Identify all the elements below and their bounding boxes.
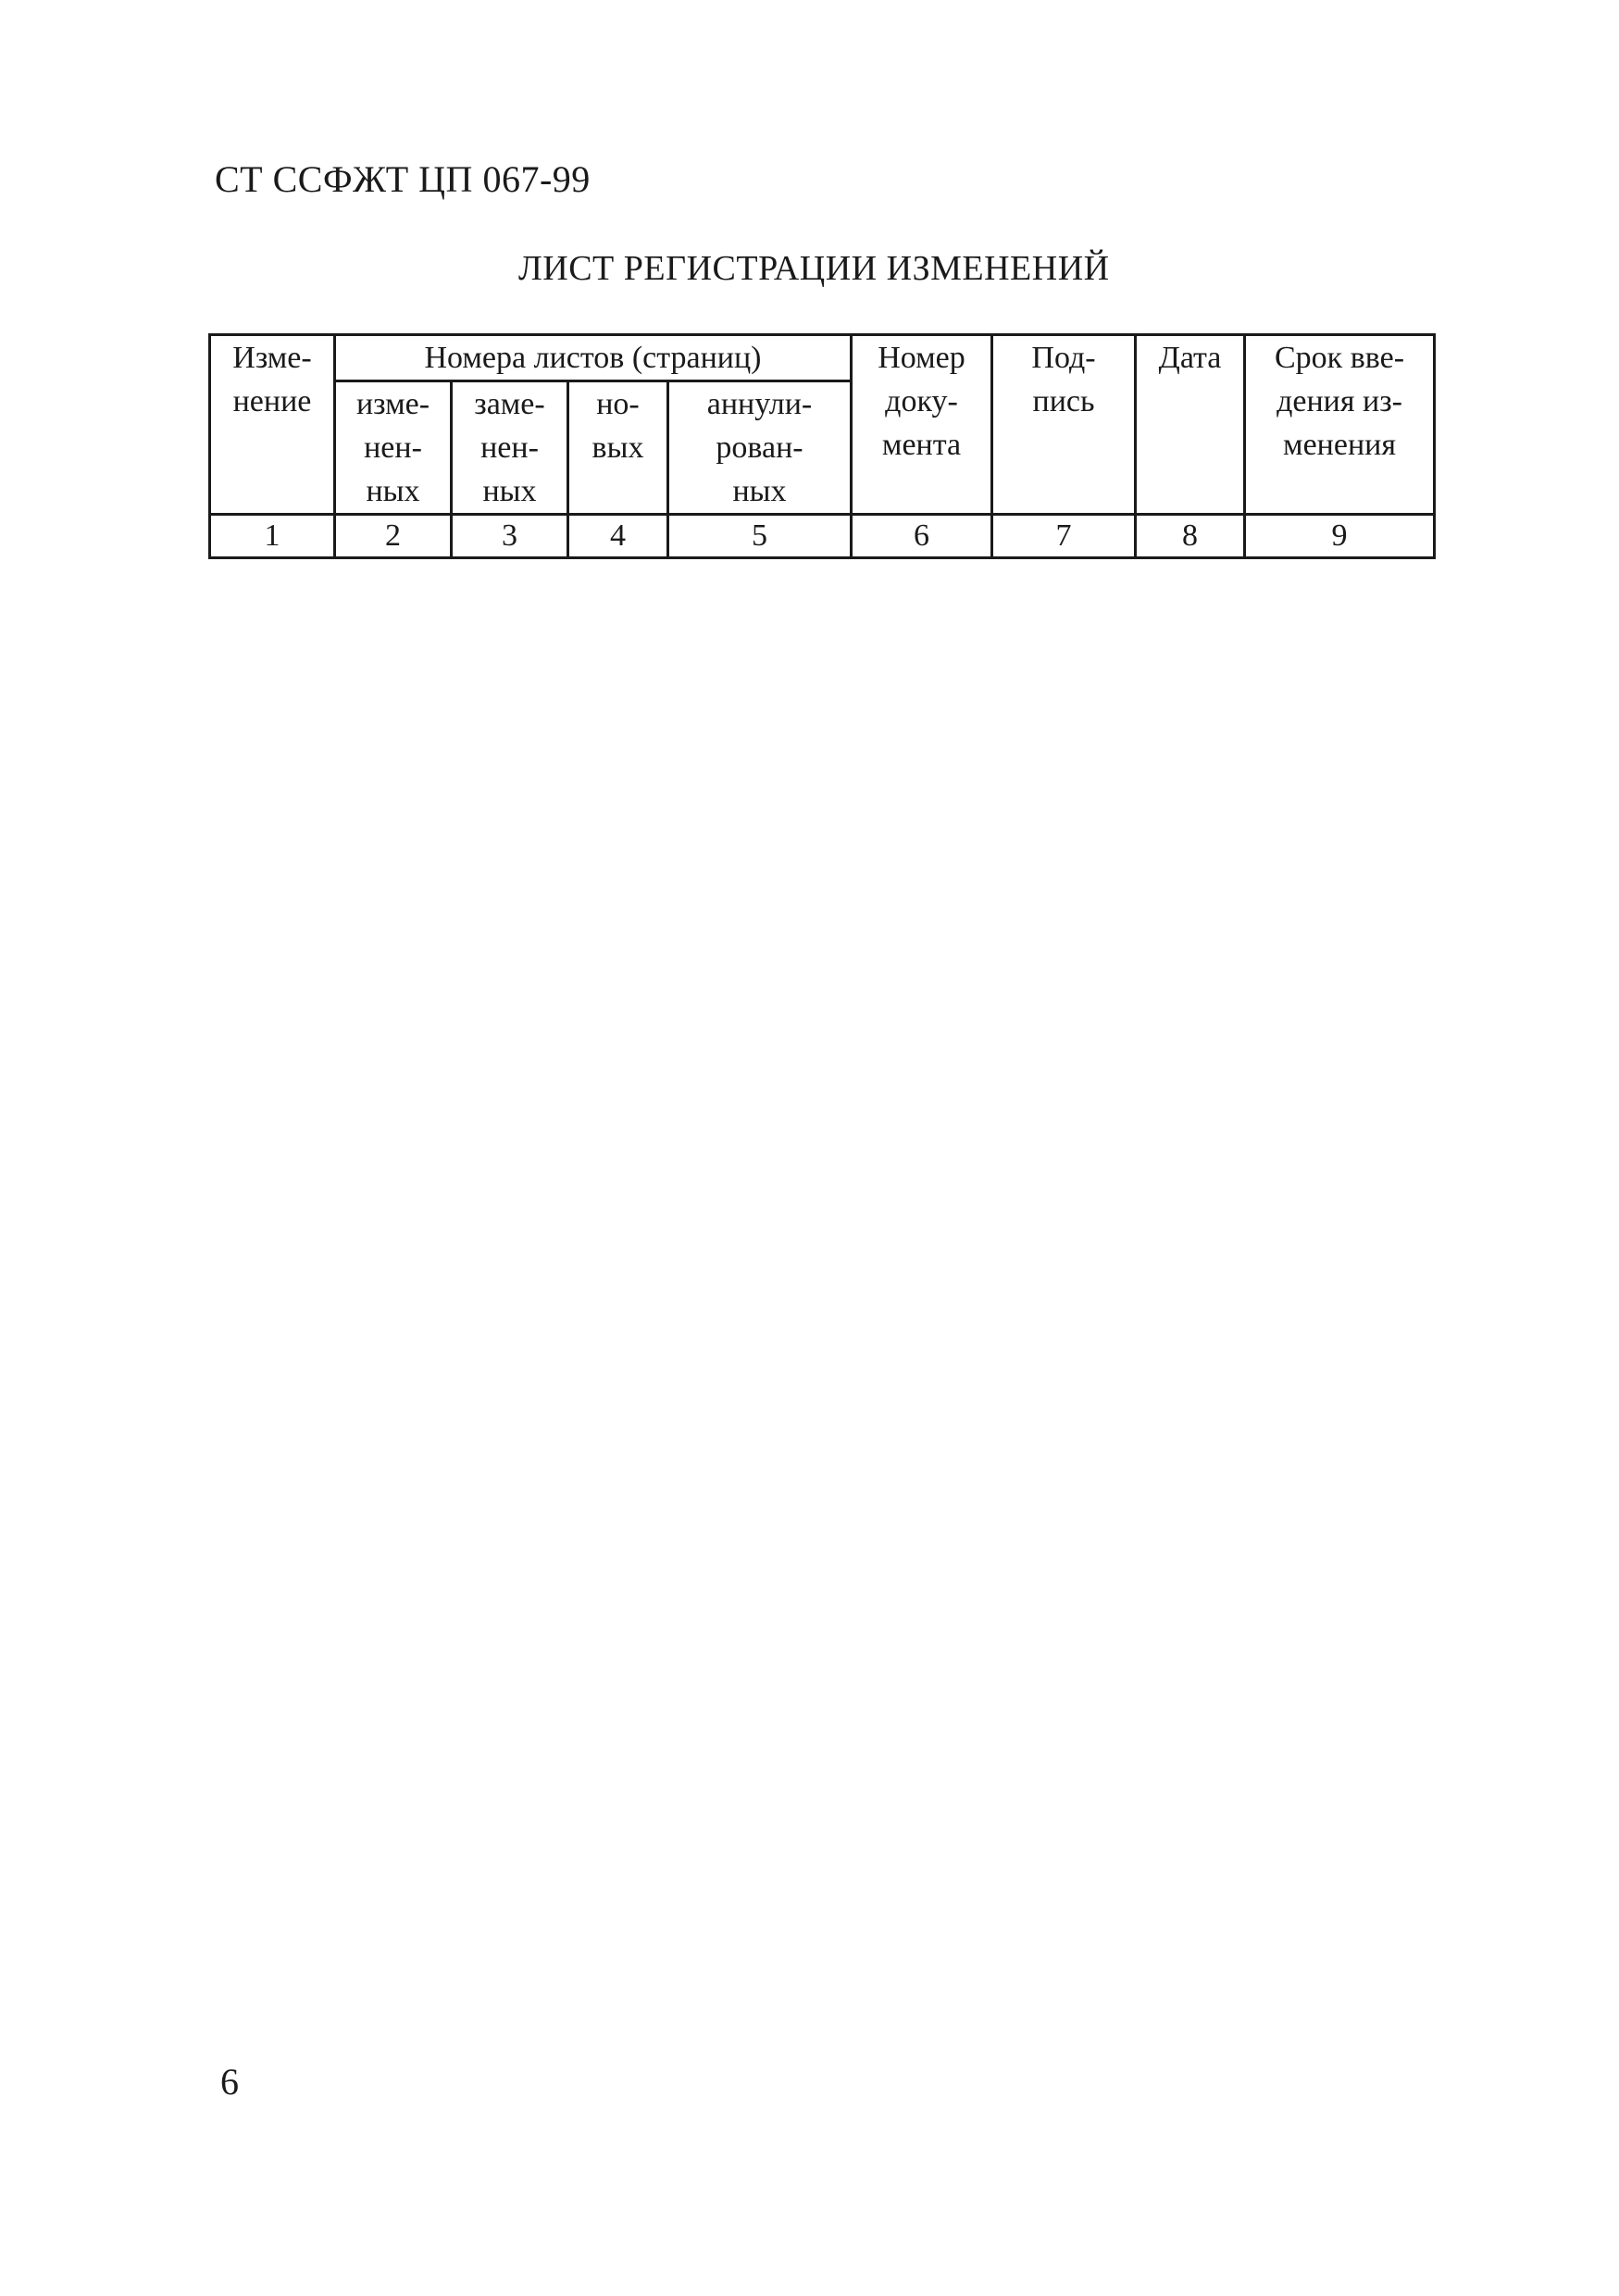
- column-number-cell: 7: [992, 515, 1136, 558]
- column-number-cell: 2: [335, 515, 452, 558]
- header-implementation-term: Срок вве- дения из- менения: [1245, 335, 1435, 515]
- header-new-sheets: но- вых: [568, 381, 668, 515]
- column-number-cell: 4: [568, 515, 668, 558]
- document-code: СТ ССФЖТ ЦП 067-99: [215, 158, 591, 200]
- header-changed-sheets: изме- нен- ных: [335, 381, 452, 515]
- header-replaced-sheets: заме- нен- ных: [452, 381, 568, 515]
- column-number-cell: 1: [210, 515, 335, 558]
- column-number-cell: 3: [452, 515, 568, 558]
- page-title: ЛИСТ РЕГИСТРАЦИИ ИЗМЕНЕНИЙ: [518, 249, 1110, 288]
- column-number-cell: 8: [1136, 515, 1245, 558]
- header-annulled-sheets: аннули- рован- ных: [668, 381, 852, 515]
- table-header-row: [210, 335, 1435, 381]
- column-number-cell: 9: [1245, 515, 1435, 558]
- change-registration-table: [208, 333, 1436, 559]
- column-number-cell: 5: [668, 515, 852, 558]
- header-change: Изме- нение: [210, 335, 335, 515]
- header-sheet-numbers: Номера листов (страниц): [335, 335, 852, 381]
- header-signature: Под- пись: [992, 335, 1136, 515]
- column-number-cell: 6: [852, 515, 992, 558]
- header-document-number: Номер доку- мента: [852, 335, 992, 515]
- column-number-row: [210, 515, 1435, 558]
- page-number: 6: [220, 2061, 239, 2103]
- header-date: Дата: [1136, 335, 1245, 515]
